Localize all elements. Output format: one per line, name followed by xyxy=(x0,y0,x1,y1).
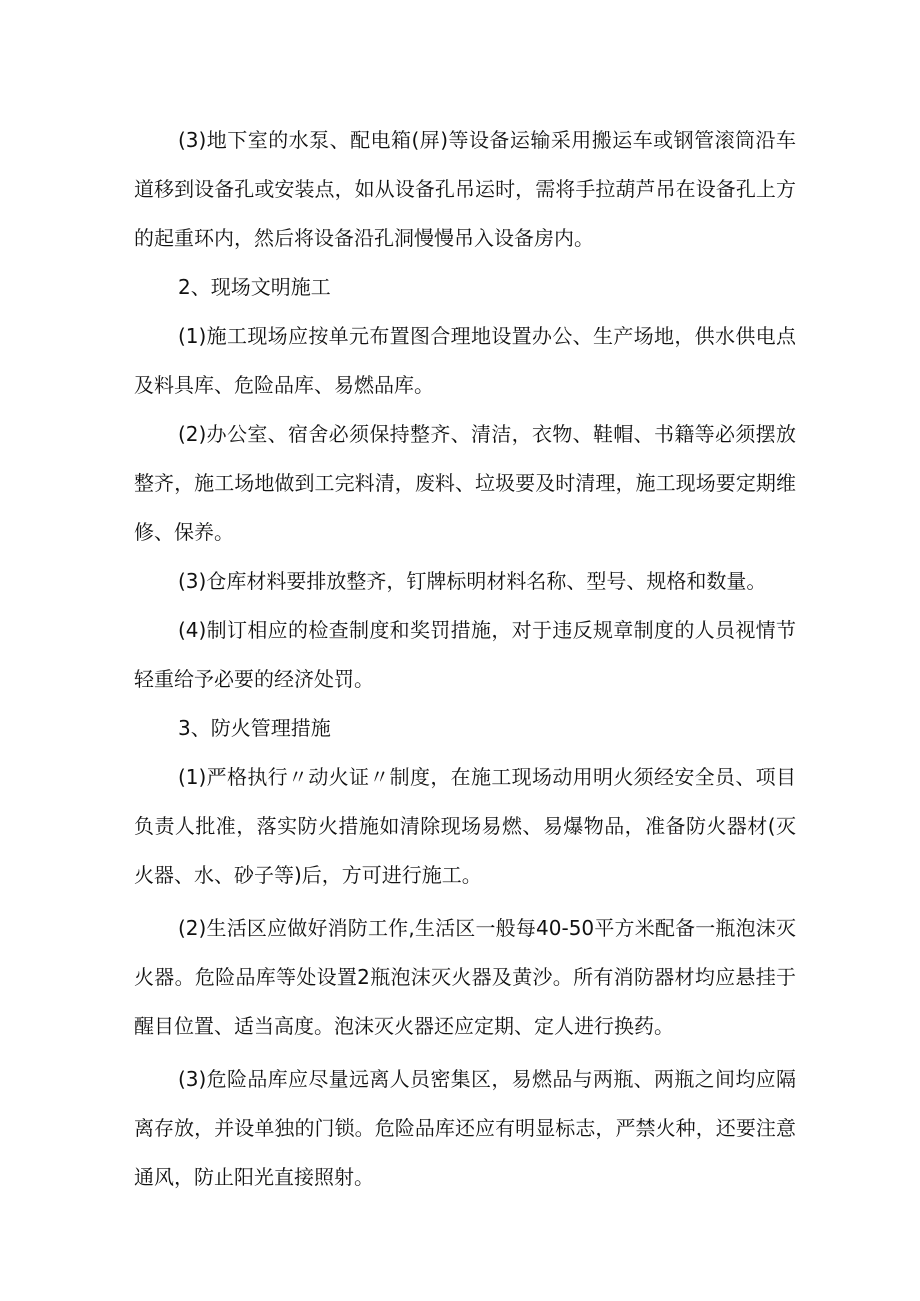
paragraph-office-dormitory-tidiness: (2)办公室、宿舍必须保持整齐、清洁，衣物、鞋帽、书籍等必须摆放整齐，施工场地做到工完料清，废料、垃圾要及时清理，施工现场要定期维修、保养。 xyxy=(134,422,796,544)
paragraph-hazardous-goods-storage: (3)危险品库应尽量远离人员密集区，易燃品与两瓶、两瓶之间均应隔离存放，并设单独的门锁。危险品库还应有明显标志，严禁火种，还要注意通风，防止阳光直接照射。 xyxy=(134,1067,796,1189)
paragraph-inspection-rewards-penalties: (4)制订相应的检查制度和奖罚措施，对于违反规章制度的人员视情节轻重给予必要的经济处罚。 xyxy=(134,618,796,691)
paragraph-warehouse-materials: (3)仓库材料要排放整齐，钉牌标明材料名称、型号、规格和数量。 xyxy=(178,569,767,593)
section-heading-fire-prevention: 3、防火管理措施 xyxy=(178,716,331,740)
document-body xyxy=(134,116,796,1202)
paragraph-fire-extinguishers: (2)生活区应做好消防工作,生活区一般每40-50平方米配备一瓶泡沫灭火器。危险品库等处设置2瓶泡沫灭火器及黄沙。所有消防器材均应悬挂于醒目位置、适当高度。泡沫灭火器还应定期、定人进行换药。 xyxy=(134,916,796,1038)
paragraph-site-layout: (1)施工现场应按单元布置图合理地设置办公、生产场地，供水供电点及料具库、危险品库、易燃品库。 xyxy=(134,324,796,397)
paragraph-hot-work-permit: (1)严格执行〃动火证〃制度，在施工现场动用明火须经安全员、项目负责人批准，落实防火措施如清除现场易燃、易爆物品，准备防火器材(灭火器、水、砂子等)后，方可进行施工。 xyxy=(134,765,796,887)
section-heading-civilized-construction: 2、现场文明施工 xyxy=(178,275,331,299)
paragraph-basement-equipment-transport: (3)地下室的水泵、配电箱(屏)等设备运输采用搬运车或钢管滚筒沿车道移到设备孔或安装点，如从设备孔吊运时，需将手拉葫芦吊在设备孔上方的起重环内，然后将设备沿孔洞慢慢吊入设备房内。 xyxy=(134,128,796,250)
